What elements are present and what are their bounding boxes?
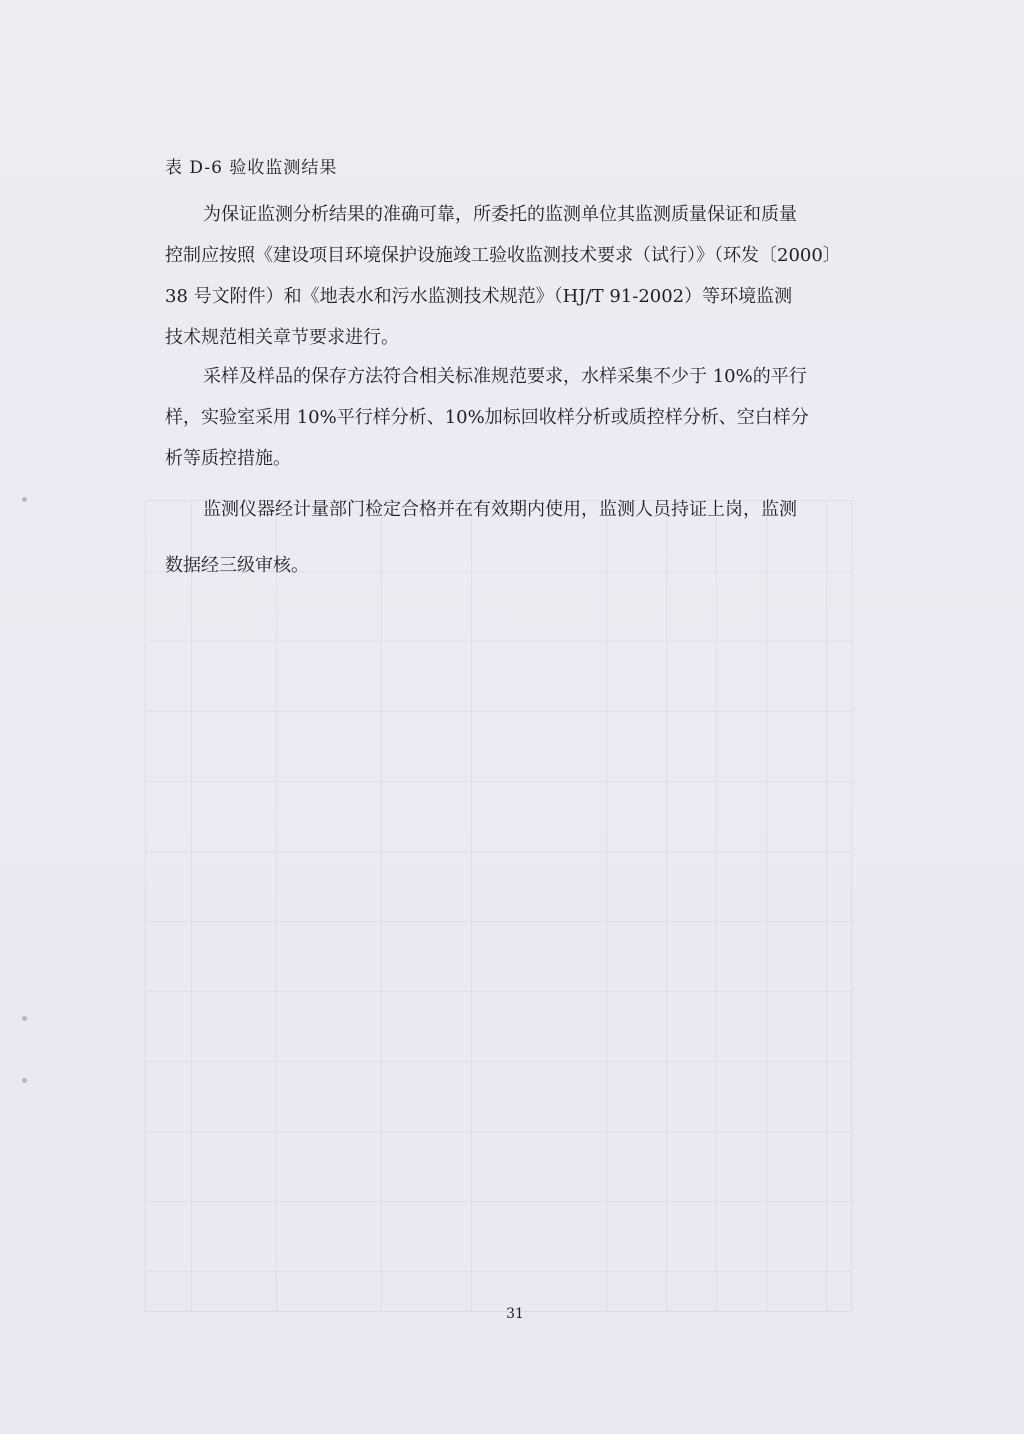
paragraph-line: 数据经三级审核。 [165, 555, 309, 576]
paragraph-instruments [165, 482, 877, 594]
paragraph-line: 技术规范相关章节要求进行。 [165, 327, 399, 348]
binding-hole [22, 497, 27, 502]
paragraph-line: 析等质控措施。 [165, 448, 291, 469]
paragraph-line: 为保证监测分析结果的准确可靠，所委托的监测单位其监测质量保证和质量 [203, 204, 797, 225]
paragraph-line: 38 号文附件）和《地表水和污水监测技术规范》（HJ/T 91-2002）等环境监测 [165, 286, 793, 307]
paragraph-line: 采样及样品的保存方法符合相关标准规范要求，水样采集不少于 10%的平行 [203, 366, 807, 387]
binding-hole [22, 1078, 27, 1083]
table-title: 表 D-6 验收监测结果 [165, 158, 338, 178]
paragraph-line: 控制应按照《建设项目环境保护设施竣工验收监测技术要求（试行）》（环发〔2000〕 [165, 245, 841, 266]
paragraph-quality-control [165, 194, 877, 358]
page-number: 31 [506, 1306, 524, 1322]
paragraph-line: 样，实验室采用 10%平行样分析、10%加标回收样分析或质控样分析、空白样分 [165, 407, 809, 428]
paragraph-sampling [165, 356, 877, 479]
bleed-through-table [145, 500, 852, 1312]
paragraph-line: 监测仪器经计量部门检定合格并在有效期内使用，监测人员持证上岗，监测 [203, 499, 797, 520]
binding-hole [22, 1016, 27, 1021]
